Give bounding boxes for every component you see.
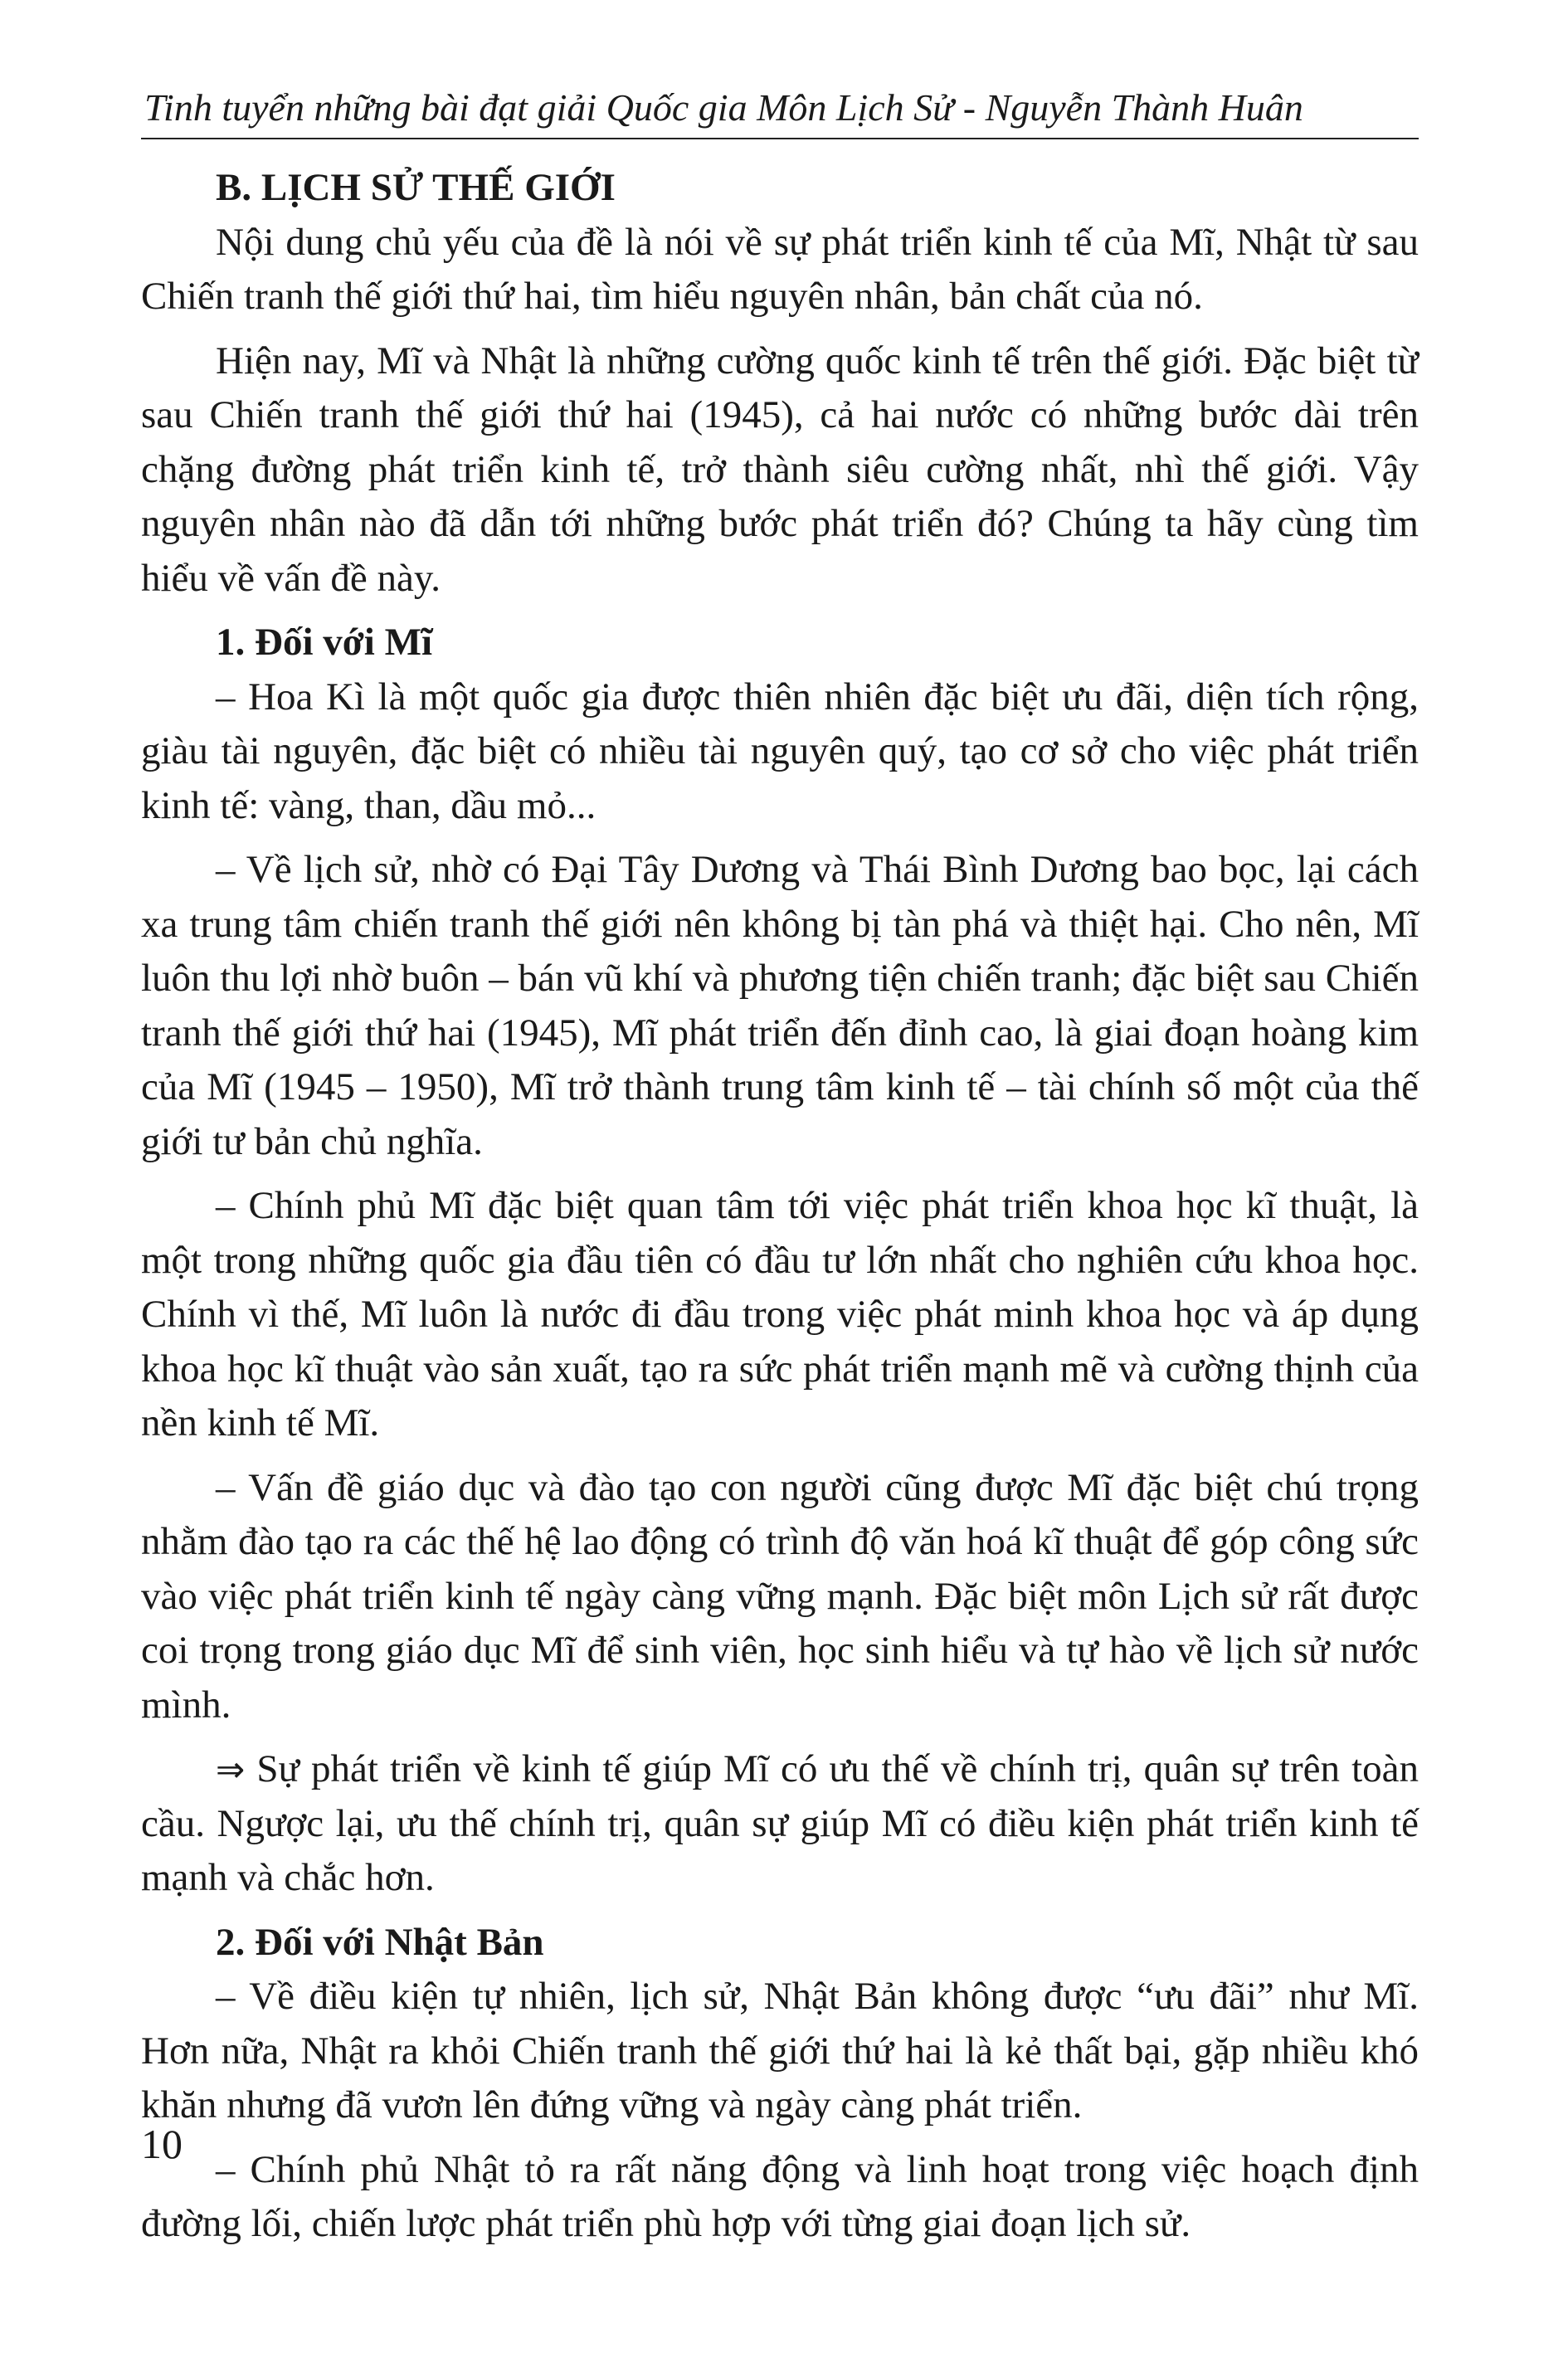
paragraph: – Vấn đề giáo dục và đào tạo con người cũng được Mĩ đặc biệt chú trọng nhằm đào tạo ra các thế hệ lao động có trình độ văn hoá kĩ thuật để góp công sức vào việc phát triển kinh tế ngày càng vững mạnh. Đặc biệt môn Lịch sử rất được coi trọng trong giáo dục Mĩ để sinh viên, học sinh hiểu và tự hào về lịch sử nước mình. bbox=[141, 1465, 1419, 1727]
header-divider bbox=[141, 138, 1419, 139]
implies-arrow-icon: ⇒ bbox=[216, 1749, 246, 1790]
paragraph: – Chính phủ Mĩ đặc biệt quan tâm tới việc phát triển khoa học kĩ thuật, là một trong những quốc gia đầu tiên có đầu tư lớn nhất cho nghiên cứu khoa học. Chính vì thế, Mĩ luôn là nước đi đầu trong việc phát minh khoa học và áp dụng khoa học kĩ thuật vào sản xuất, tạo ra sức phát triển mạnh mẽ và cường thịnh của nền kinh tế Mĩ. bbox=[141, 1184, 1419, 1444]
running-header: Tinh tuyển những bài đạt giải Quốc gia Môn Lịch Sử - Nguyễn Thành Huân bbox=[144, 86, 1303, 129]
page-body bbox=[141, 161, 1419, 2252]
paragraph: – Về điều kiện tự nhiên, lịch sử, Nhật Bản không được “ưu đãi” như Mĩ. Hơn nữa, Nhật ra khỏi Chiến tranh thế giới thứ hai là kẻ thất bại, gặp nhiều khó khăn nhưng đã vươn lên đứng vững và ngày càng phát triển. bbox=[141, 1975, 1419, 2126]
book-page bbox=[141, 83, 1419, 2323]
section-heading: B. LỊCH SỬ THẾ GIỚI bbox=[216, 166, 616, 209]
paragraph: – Hoa Kì là một quốc gia được thiên nhiên đặc biệt ưu đãi, diện tích rộng, giàu tài nguyên, đặc biệt có nhiều tài nguyên quý, tạo cơ sở cho việc phát triển kinh tế: vàng, than, dầu mỏ... bbox=[141, 675, 1419, 827]
page-number: 10 bbox=[141, 2121, 183, 2167]
intro-paragraph: Hiện nay, Mĩ và Nhật là những cường quốc kinh tế trên thế giới. Đặc biệt từ sau Chiến tranh thế giới thứ hai (1945), cả hai nước có những bước dài trên chặng đường phát triển kinh tế, trở thành siêu cường nhất, nhì thế giới. Vậy nguyên nhân nào đã dẫn tới những bước phát triển đó? Chúng ta hãy cùng tìm hiểu về vấn đề này. bbox=[141, 339, 1419, 600]
conclusion-text: Sự phát triển về kinh tế giúp Mĩ có ưu thế về chính trị, quân sự trên toàn cầu. Ngược lại, ưu thế chính trị, quân sự giúp Mĩ có điều kiện phát triển kinh tế mạnh và chắc hơn. bbox=[141, 1747, 1419, 1899]
subsection-heading-japan: 2. Đối với Nhật Bản bbox=[216, 1920, 544, 1964]
paragraph: – Về lịch sử, nhờ có Đại Tây Dương và Thái Bình Dương bao bọc, lại cách xa trung tâm chiến tranh thế giới nên không bị tàn phá và thiệt hại. Cho nên, Mĩ luôn thu lợi nhờ buôn – bán vũ khí và phương tiện chiến tranh; đặc biệt sau Chiến tranh thế giới thứ hai (1945), Mĩ phát triển đến đỉnh cao, là giai đoạn hoàng kim của Mĩ (1945 – 1950), Mĩ trở thành trung tâm kinh tế – tài chính số một của thế giới tư bản chủ nghĩa. bbox=[141, 848, 1419, 1163]
intro-paragraph: Nội dung chủ yếu của đề là nói về sự phát triển kinh tế của Mĩ, Nhật từ sau Chiến tranh thế giới thứ hai, tìm hiểu nguyên nhân, bản chất của nó. bbox=[141, 220, 1419, 318]
conclusion-paragraph bbox=[141, 1742, 1419, 1906]
subsection-heading-usa: 1. Đối với Mĩ bbox=[216, 621, 433, 664]
paragraph: – Chính phủ Nhật tỏ ra rất năng động và linh hoạt trong việc hoạch định đường lối, chiến lược phát triển phù hợp với từng giai đoạn lịch sử. bbox=[141, 2147, 1419, 2245]
